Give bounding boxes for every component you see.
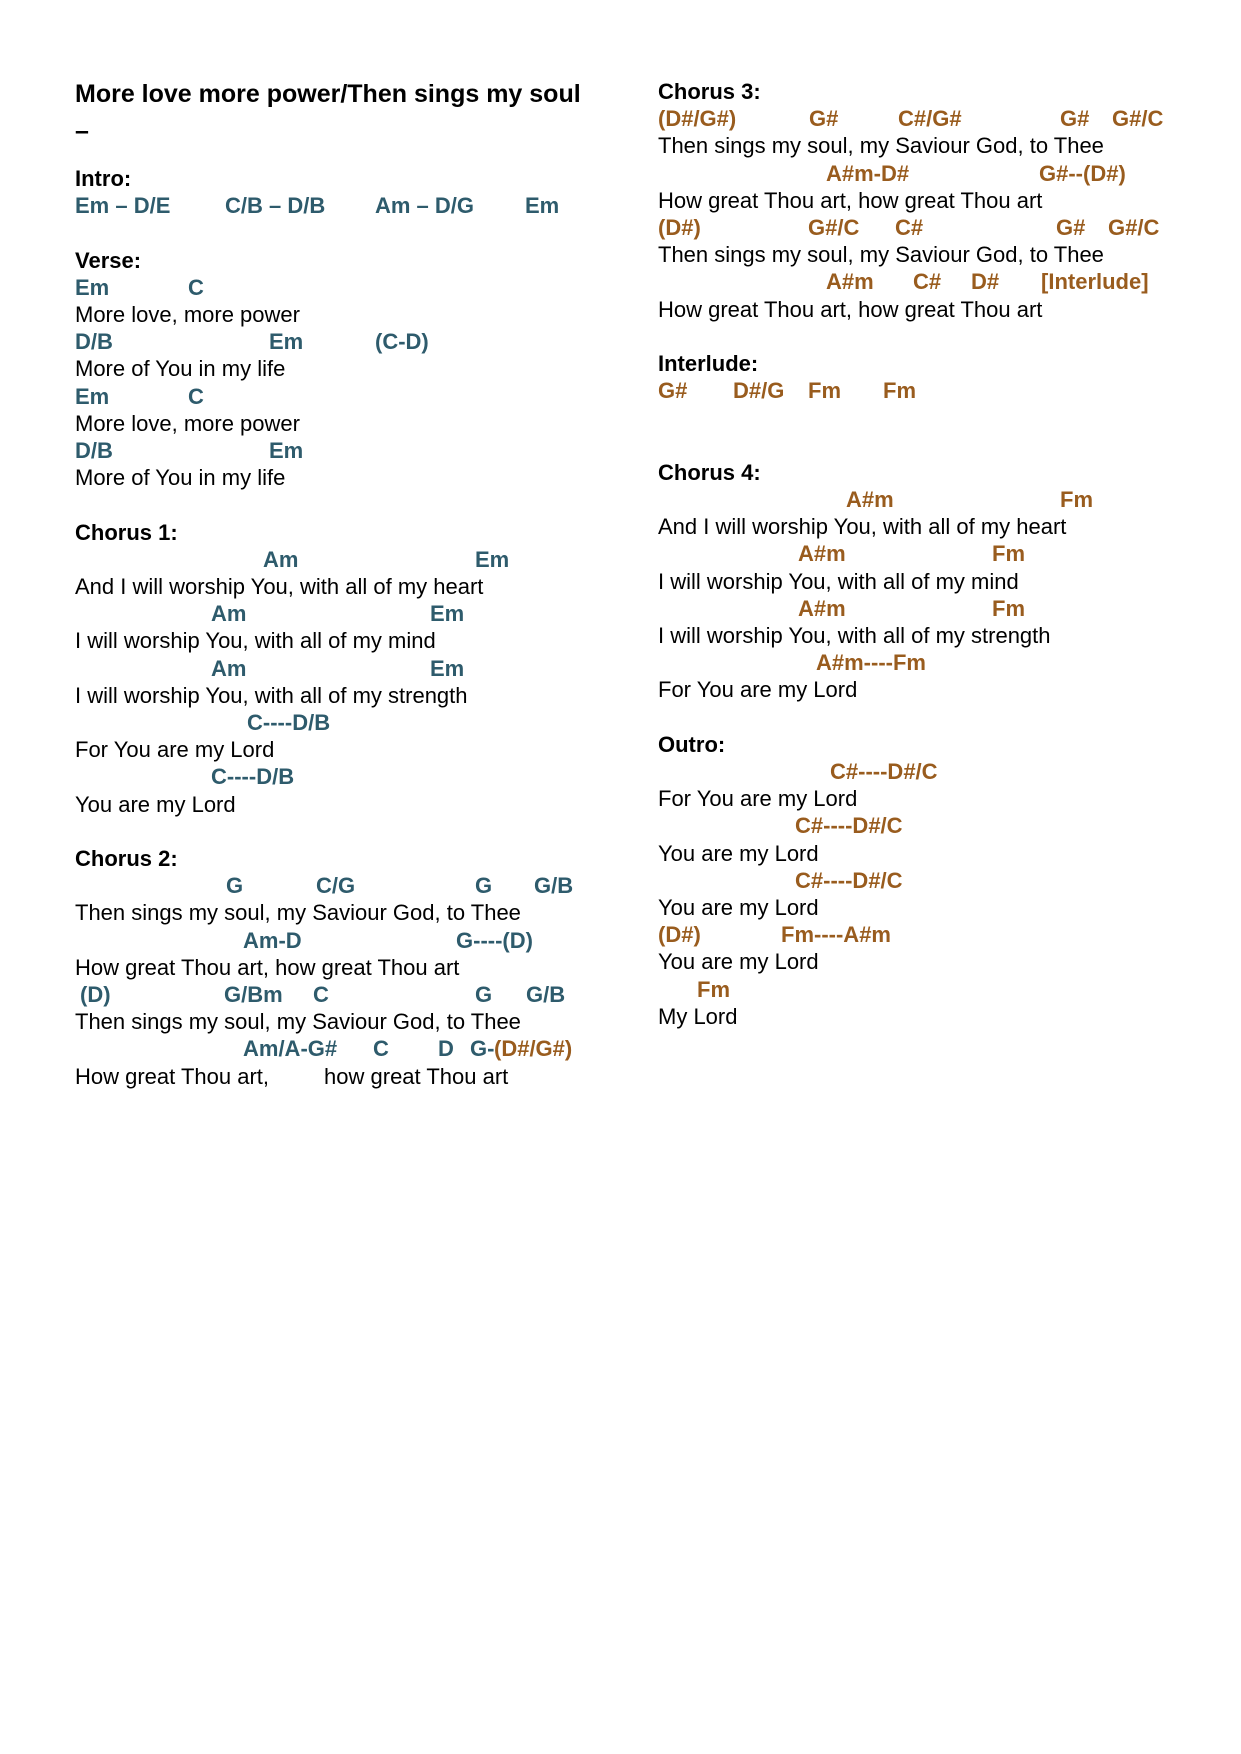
chord: G# — [809, 106, 839, 132]
lyric-line: For You are my Lord — [75, 737, 275, 763]
lyric-line: Then sings my soul, my Saviour God, to Thee — [75, 1009, 521, 1035]
chord: Am – D/G — [375, 193, 475, 219]
section-heading: Interlude: — [658, 351, 759, 376]
lyric-line: You are my Lord — [75, 791, 236, 817]
chord: G- — [470, 1036, 495, 1062]
chord: D/B — [75, 329, 113, 355]
chord: G# — [1060, 106, 1090, 132]
chord: A#m-D# — [826, 160, 910, 186]
chord: Em — [475, 546, 510, 572]
chord: Fm----A#m — [781, 922, 891, 948]
section-heading: Chorus 4: — [658, 459, 761, 485]
chord: (D#) — [658, 922, 701, 948]
chord: C — [373, 1036, 389, 1062]
chord: C----D/B — [247, 710, 331, 735]
chord: Fm — [992, 595, 1025, 621]
song-title: More love more power/Then sings my soul – — [75, 80, 581, 145]
lyric-line: More of You in my life — [75, 465, 286, 491]
chord: D# — [971, 269, 1000, 295]
chord: Fm — [697, 976, 730, 1002]
chord: D#/G — [733, 378, 785, 404]
chord: C#----D#/C — [795, 813, 903, 839]
section-heading: Verse: — [75, 247, 142, 273]
chord: Em — [75, 274, 110, 300]
chord: G# — [658, 378, 688, 404]
chord: G/B — [534, 873, 574, 899]
chord: (D) — [80, 982, 111, 1007]
chord: Em — [269, 438, 304, 463]
chord: A#m — [846, 487, 894, 512]
chord: C/B – D/B — [225, 193, 326, 219]
lyric-line: For You are my Lord — [658, 786, 858, 812]
chord: G — [226, 873, 244, 899]
lyric-line: How great Thou art, how great Thou art — [658, 187, 1043, 213]
lyric-line: Then sings my soul, my Saviour God, to Thee — [658, 242, 1104, 268]
chord: Em – D/E — [75, 193, 171, 219]
chord: C — [188, 274, 204, 300]
chord: (D#) — [658, 215, 701, 240]
chord: Am/A-G# — [243, 1036, 338, 1062]
lyric-line: Then sings my soul, my Saviour God, to Thee — [75, 900, 521, 926]
chord: C# — [895, 215, 924, 240]
chord: Fm — [992, 541, 1025, 567]
chord: Fm — [883, 378, 916, 404]
lyric-line: My Lord — [658, 1003, 738, 1029]
chord: D — [438, 1036, 454, 1062]
section-heading: Outro: — [658, 731, 726, 757]
chord: G/Bm — [224, 982, 283, 1007]
section-heading: Chorus 1: — [75, 519, 178, 545]
chord: C — [188, 383, 204, 409]
chord: (C-D) — [375, 329, 429, 355]
lyric-line: More love, more power — [75, 410, 300, 436]
lyric-line: You are my Lord — [658, 895, 819, 920]
chord: A#m — [798, 595, 846, 621]
chord: A#m — [798, 541, 846, 567]
chord: C#/G# — [898, 106, 962, 132]
lyric-line: And I will worship You, with all of my heart — [658, 514, 1067, 540]
chord: Em — [430, 655, 465, 681]
section-heading: Intro: — [75, 166, 132, 191]
lyric-line: Then sings my soul, my Saviour God, to Thee — [658, 133, 1104, 159]
lyric-line: More of You in my life — [75, 356, 286, 382]
lyric-line: You are my Lord — [658, 949, 819, 975]
chord: C#----D#/C — [795, 867, 903, 893]
lyric-line: I will worship You, with all of my strength — [75, 682, 468, 708]
chord: Am — [211, 655, 247, 681]
chord: C/G — [316, 873, 356, 899]
chord: Em — [75, 383, 110, 409]
chord: C#----D#/C — [830, 759, 938, 784]
chord: G# — [1056, 215, 1086, 240]
lyric-line: More love, more power — [75, 302, 300, 327]
chord: Em — [525, 193, 560, 219]
chord: Am — [211, 601, 247, 627]
chord: (D#/G#) — [494, 1036, 573, 1062]
lyric-line: And I will worship You, with all of my heart — [75, 574, 484, 599]
chord: G#/C — [1108, 215, 1160, 240]
section-heading: Chorus 3: — [658, 79, 761, 104]
chord: Em — [430, 601, 465, 627]
chord: Fm — [1060, 487, 1093, 512]
chord: (D#/G#) — [658, 106, 737, 132]
chord: A#m----Fm — [816, 650, 926, 676]
chord: C# — [913, 269, 942, 295]
lyric-line: I will worship You, with all of my mind — [658, 568, 1019, 594]
chord: Am-D — [243, 927, 302, 953]
chord: [Interlude] — [1041, 269, 1149, 295]
chord: G#/C — [808, 215, 860, 240]
lyric-line: How great Thou art, how great Thou art — [75, 954, 460, 980]
lyric-line: How great Thou art, how great Thou art — [658, 296, 1043, 322]
section-heading: Chorus 2: — [75, 846, 178, 871]
chord: G#--(D#) — [1039, 160, 1126, 186]
chord: D/B — [75, 438, 113, 463]
lyric-line: I will worship You, with all of my mind — [75, 628, 436, 654]
lyric-line: I will worship You, with all of my strength — [658, 623, 1051, 648]
lyric-line: How great Thou art, how great Thou art — [75, 1063, 509, 1089]
chord: Em — [269, 329, 304, 355]
chord: A#m — [826, 269, 874, 295]
lyric-line: For You are my Lord — [658, 677, 858, 703]
chord: G — [475, 873, 493, 899]
chord: G#/C — [1112, 106, 1164, 132]
chord: G — [475, 982, 493, 1007]
chord: Fm — [808, 378, 841, 404]
chord: G----(D) — [456, 927, 533, 953]
lyric-line: You are my Lord — [658, 840, 819, 866]
chord: Am — [263, 546, 299, 572]
chord: C — [313, 982, 329, 1007]
chord: G/B — [526, 982, 566, 1007]
chord: C----D/B — [211, 764, 295, 790]
